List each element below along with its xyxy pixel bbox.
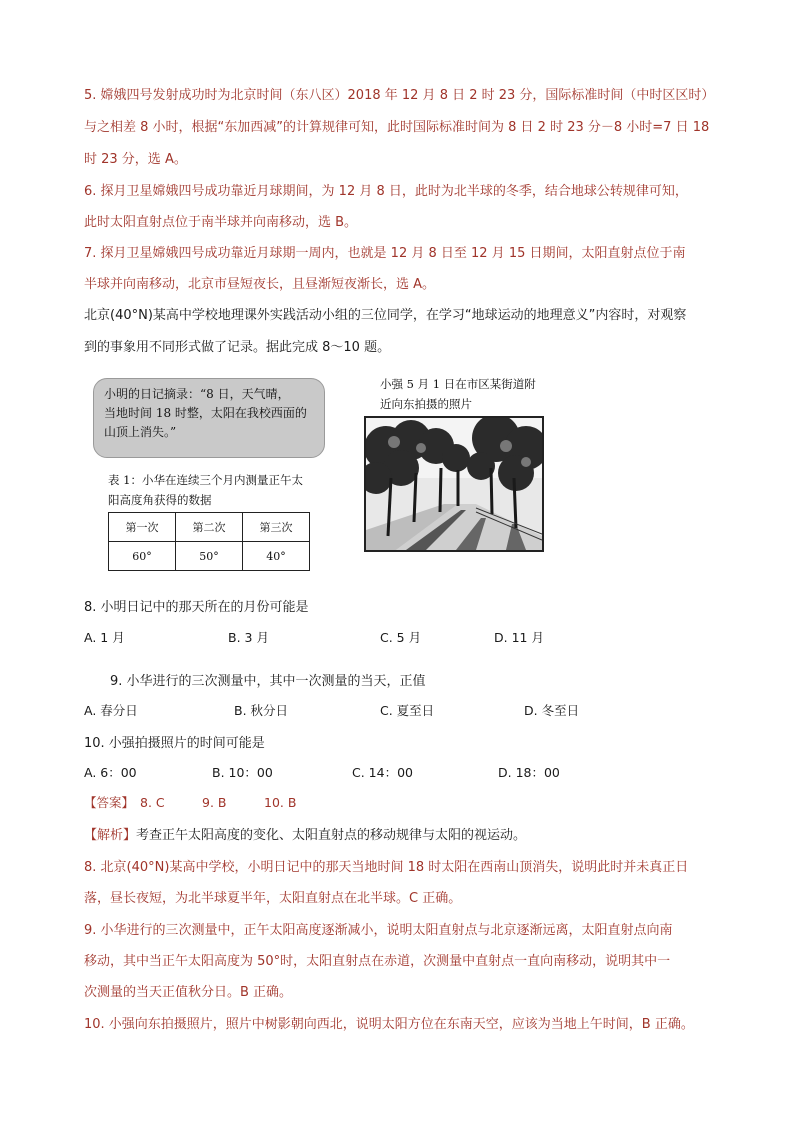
- photo-caption-line2: 近向东拍摄的照片: [380, 397, 472, 411]
- answer-label: 【答案】: [84, 795, 135, 810]
- option-a: A. 1 月: [84, 630, 125, 645]
- measurement-table: [108, 512, 310, 571]
- street-photo: [364, 416, 544, 552]
- answer-10: 10. B: [264, 795, 297, 810]
- option-d: D. 冬至日: [524, 703, 580, 718]
- question-8: 8. 小明日记中的那天所在的月份可能是: [84, 600, 309, 615]
- explanation-q5-line1: 5. 嫦娥四号发射成功时为北京时间（东八区）2018 年 12 月 8 日 2 时 23 分，国际标准时间（中时区区时）: [84, 88, 715, 103]
- option-a: A. 春分日: [84, 703, 138, 718]
- analysis-summary-text: 考查正午太阳高度的变化、太阳直射点的移动规律与太阳的视运动。: [136, 828, 527, 843]
- option-d: D. 11 月: [494, 630, 544, 645]
- question-10: 10. 小强拍摄照片的时间可能是: [84, 736, 265, 751]
- question-9: 9. 小华进行的三次测量中，其中一次测量的当天，正值: [110, 674, 426, 689]
- explanation-q5-line2: 与之相差 8 小时，根据“东加西减”的计算规律可知，此时国际标准时间为 8 日 2 时 23 分－8 小时=7 日 18: [84, 120, 710, 135]
- table-cell: 40°: [243, 542, 310, 571]
- option-a: A. 6：00: [84, 765, 137, 780]
- analysis-q9-line1: 9. 小华进行的三次测量中，正午太阳高度逐渐减小，说明太阳直射点与北京逐渐远离，太阳直射点向南: [84, 923, 673, 938]
- table-header-cell: 第三次: [243, 513, 310, 542]
- analysis-q9-line2: 移动，其中当正午太阳高度为 50°时，太阳直射点在赤道，次测量中直射点一直向南移动，说明其中一: [84, 954, 671, 969]
- analysis-q10-line1: 10. 小强向东拍摄照片，照片中树影朝向西北，说明太阳方位在东南天空，应该为当地上午时间，B 正确。: [84, 1017, 694, 1032]
- analysis-q8-line1: 8. 北京(40°N)某高中学校，小明日记中的那天当地时间 18 时太阳在西南山顶消失，说明此时并未真正日: [84, 860, 689, 875]
- option-d: D. 18：00: [498, 765, 560, 780]
- explanation-q7-line2: 半球并向南移动，北京市昼短夜长，且昼渐短夜渐长，选 A。: [84, 277, 436, 292]
- table-header-cell: 第一次: [109, 513, 176, 542]
- table-caption: [108, 470, 303, 510]
- diary-excerpt-box: [93, 378, 325, 458]
- diary-line3: 山顶上消失。”: [104, 425, 177, 439]
- intro-line1: 北京(40°N)某高中学校地理课外实践活动小组的三位同学，在学习“地球运动的地理意义”内容时，对观察: [84, 308, 687, 323]
- diary-line1: 小明的日记摘录：“8 日，天气晴，: [104, 387, 290, 401]
- photo-caption: [380, 374, 536, 414]
- explanation-q6-line1: 6. 探月卫星嫦娥四号成功靠近月球期间，为 12 月 8 日，此时为北半球的冬季，结合地球公转规律可知，: [84, 184, 688, 199]
- option-b: B. 3 月: [228, 630, 269, 645]
- photo-caption-line1: 小强 5 月 1 日在市区某街道附: [380, 377, 536, 391]
- table-row: [109, 542, 310, 571]
- analysis-summary: [84, 820, 724, 851]
- analysis-label: 【解析】: [84, 828, 137, 843]
- table-caption-line1: 表 1：小华在连续三个月内测量正午太: [108, 473, 303, 487]
- diary-line2: 当地时间 18 时整，太阳在我校西面的: [104, 406, 307, 420]
- option-c: C. 5 月: [380, 630, 422, 645]
- answer-9: 9. B: [202, 795, 227, 810]
- explanation-q7-line1: 7. 探月卫星嫦娥四号成功靠近月球期一周内，也就是 12 月 8 日至 12 月 15 日期间，太阳直射点位于南: [84, 246, 686, 261]
- table-cell: 60°: [109, 542, 176, 571]
- street-trees-illustration: [366, 418, 542, 550]
- table-header-cell: 第二次: [176, 513, 243, 542]
- option-c: C. 14：00: [352, 765, 413, 780]
- table-cell: 50°: [176, 542, 243, 571]
- explanation-q6-line2: 此时太阳直射点位于南半球并向南移动，选 B。: [84, 215, 358, 230]
- analysis-q9-line3: 次测量的当天正值秋分日。B 正确。: [84, 985, 293, 1000]
- option-b: B. 10：00: [212, 765, 273, 780]
- table-header-row: [109, 513, 310, 542]
- analysis-q8-line2: 落，昼长夜短，为北半球夏半年，太阳直射点在北半球。C 正确。: [84, 891, 462, 906]
- option-c: C. 夏至日: [380, 703, 435, 718]
- option-b: B. 秋分日: [234, 703, 289, 718]
- table-caption-line2: 阳高度角获得的数据: [108, 493, 212, 507]
- intro-line2: 到的事象用不同形式做了记录。据此完成 8～10 题。: [84, 340, 391, 355]
- explanation-q5-line3: 时 23 分，选 A。: [84, 152, 187, 167]
- answer-8: 8. C: [140, 795, 165, 810]
